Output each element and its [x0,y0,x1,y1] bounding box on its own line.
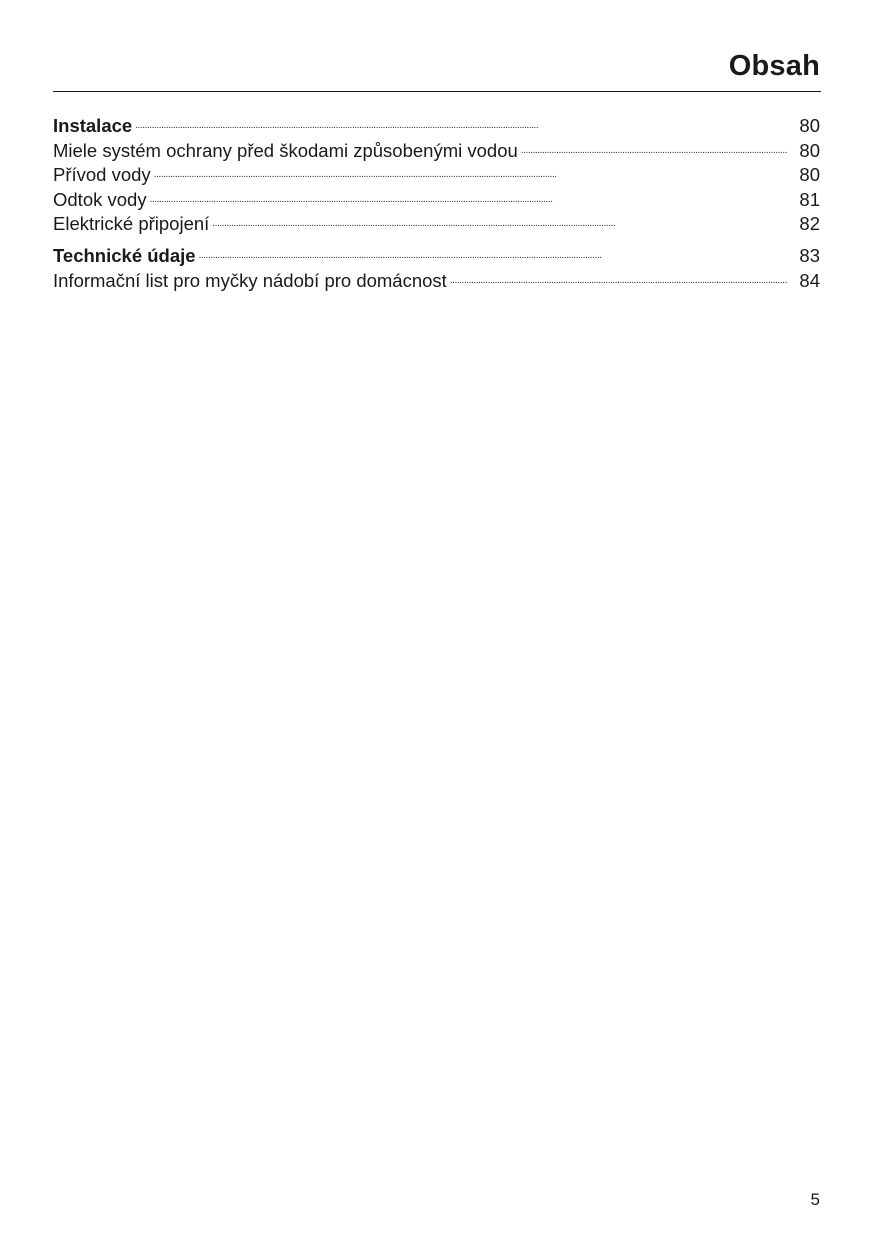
toc-entry-label: Informační list pro myčky nádobí pro domácnost [53,269,447,291]
toc-entry-label: Technické údaje [53,244,196,266]
toc-dot-leader [199,244,788,269]
toc-entry-label: Odtok vody [53,188,147,210]
toc-dot-leader [212,212,788,237]
toc-entry-electrical-connection[interactable] [53,212,820,237]
toc-entry-page: 82 [799,213,820,235]
toc-entry-water-inlet[interactable] [53,163,820,188]
toc-group-technical [53,244,820,293]
toc-entry-water-protection[interactable] [53,139,820,164]
toc-entry-water-drain[interactable] [53,188,820,213]
toc-entry-page: 80 [799,139,820,161]
page-title: Obsah [728,50,820,82]
title-divider [53,91,821,92]
toc-entry-label: Miele systém ochrany před škodami způsobenými vodou [53,139,518,161]
toc-entry-page: 84 [799,269,820,291]
toc-entry-label: Elektrické připojení [53,213,210,235]
toc-entry-instalace[interactable] [53,114,820,139]
toc-dot-leader [450,269,788,294]
toc-dot-leader [135,114,788,139]
toc-entry-technical-data[interactable] [53,244,820,269]
toc-dot-leader [154,163,788,188]
toc-dot-leader [150,188,788,213]
toc-dot-leader [521,139,788,164]
toc-entry-page: 83 [799,244,820,266]
toc-entry-label: Instalace [53,115,133,136]
toc-group-installation [53,114,820,237]
toc-entry-page: 80 [799,115,820,136]
toc-entry-page: 81 [799,188,820,210]
toc-entry-information-sheet[interactable] [53,269,820,294]
table-of-contents [53,114,820,293]
toc-entry-page: 80 [799,164,820,186]
page-number: 5 [810,1190,820,1209]
toc-entry-label: Přívod vody [53,164,151,186]
